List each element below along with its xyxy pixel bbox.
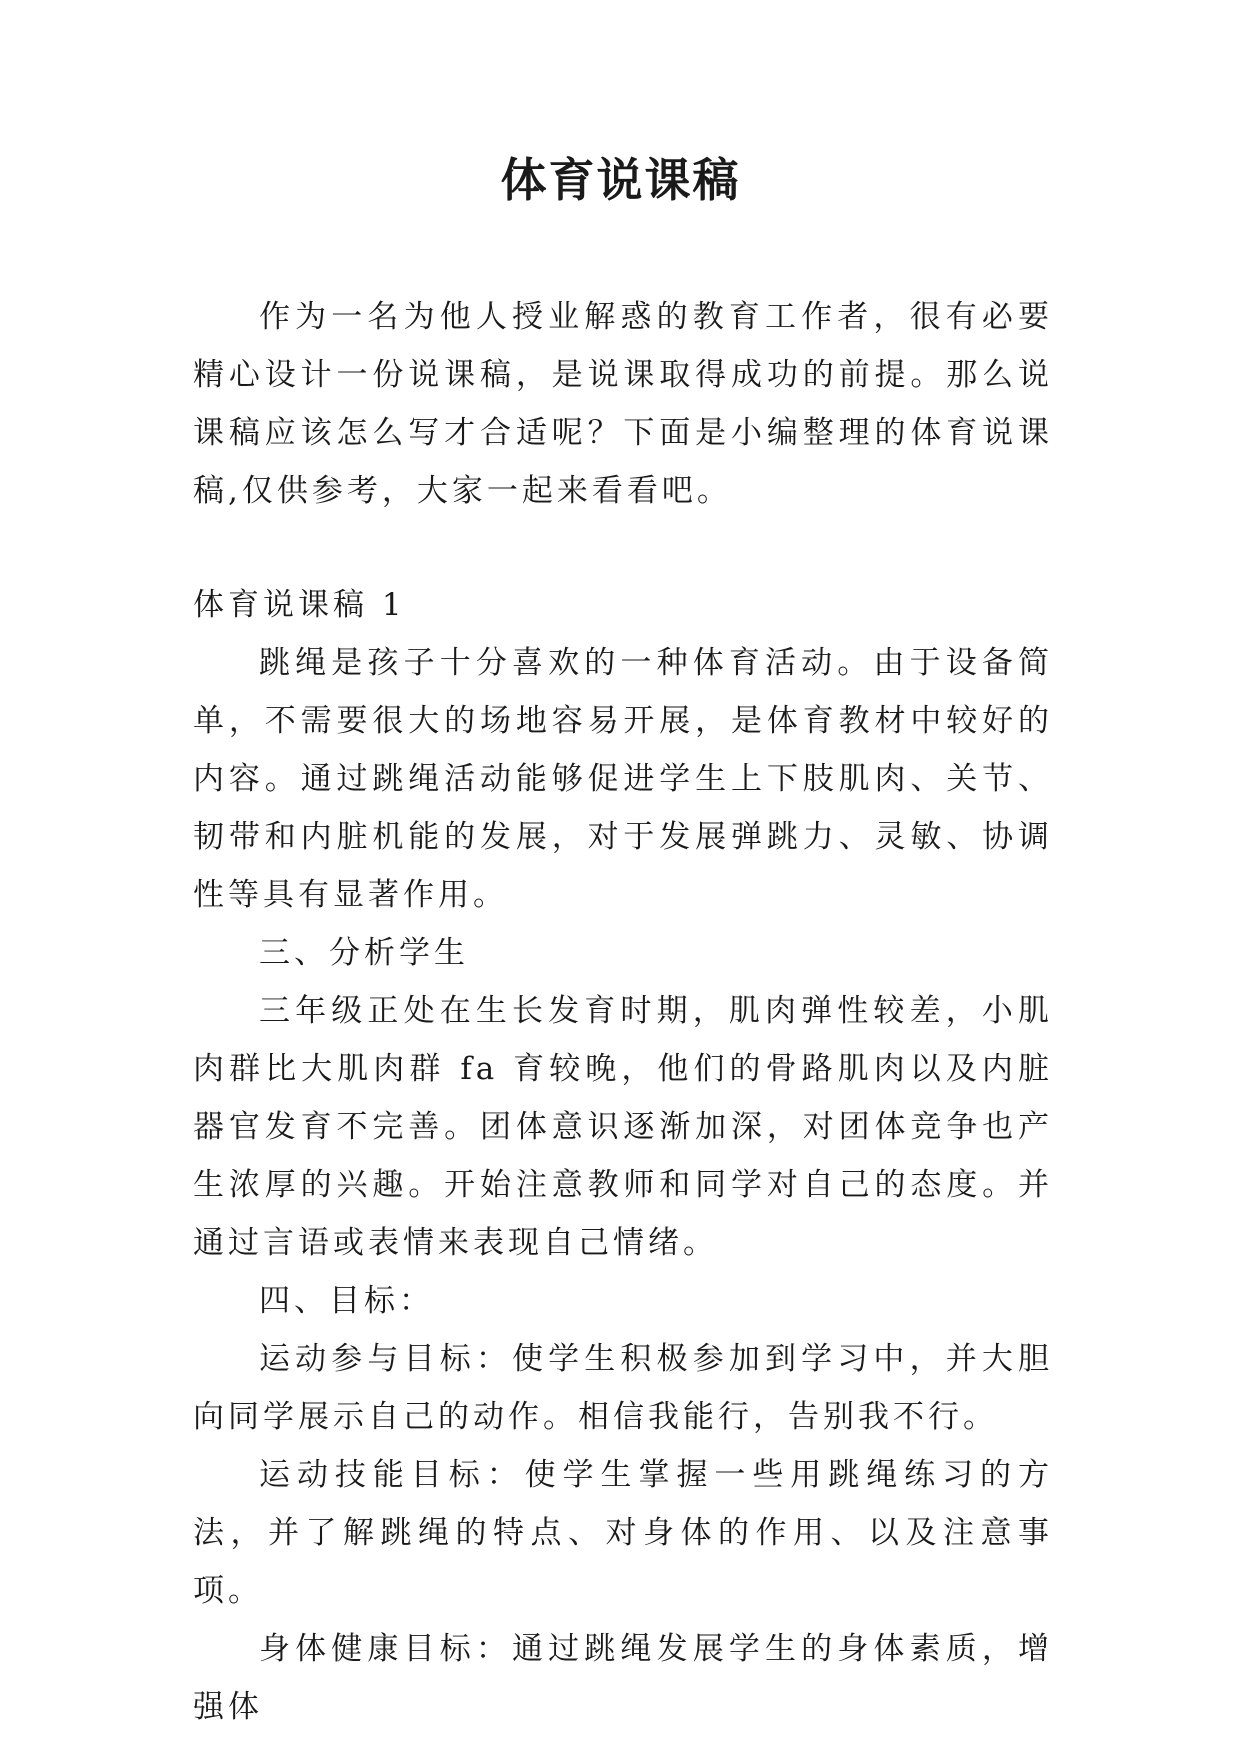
document-title: 体育说课稿 [500,153,741,207]
intro-paragraph: 作为一名为他人授业解惑的教育工作者，很有必要精心设计一份说课稿，是说课取得成功的前提。那么说课稿应该怎么写才合适呢？下面是小编整理的体育说课稿,仅供参考，大家一起来看看吧。 [193,299,1053,509]
body-paragraph: 身体健康目标：通过跳绳发展学生的身体素质，增强体 [193,1631,1053,1725]
body-paragraph: 跳绳是孩子十分喜欢的一种体育活动。由于设备简单，不需要很大的场地容易开展，是体育教材中较好的内容。通过跳绳活动能够促进学生上下肢肌肉、关节、韧带和内脏机能的发展，对于发展弹跳力、灵敏、协调性等具有显著作用。 [193,645,1053,913]
subheading-analysis: 三、分析学生 [259,935,469,971]
intro-block [193,288,1053,520]
section-heading: 体育说课稿 1 [193,587,406,623]
body-paragraph: 运动参与目标：使学生积极参加到学习中，并大胆向同学展示自己的动作。相信我能行，告别我不行。 [193,1341,1053,1435]
body-paragraph: 运动技能目标：使学生掌握一些用跳绳练习的方法，并了解跳绳的特点、对身体的作用、以及注意事项。 [193,1457,1053,1609]
subheading-goals: 四、目标： [259,1283,434,1319]
section-block [193,576,1053,1736]
body-paragraph: 三年级正处在生长发育时期，肌肉弹性较差，小肌肉群比大肌肉群 fa 育较晚，他们的骨路肌肉以及内脏器官发育不完善。团体意识逐渐加深，对团体竞争也产生浓厚的兴趣。开始注意教师和同学对自己的态度。并通过言语或表情来表现自己情绪。 [193,993,1053,1261]
